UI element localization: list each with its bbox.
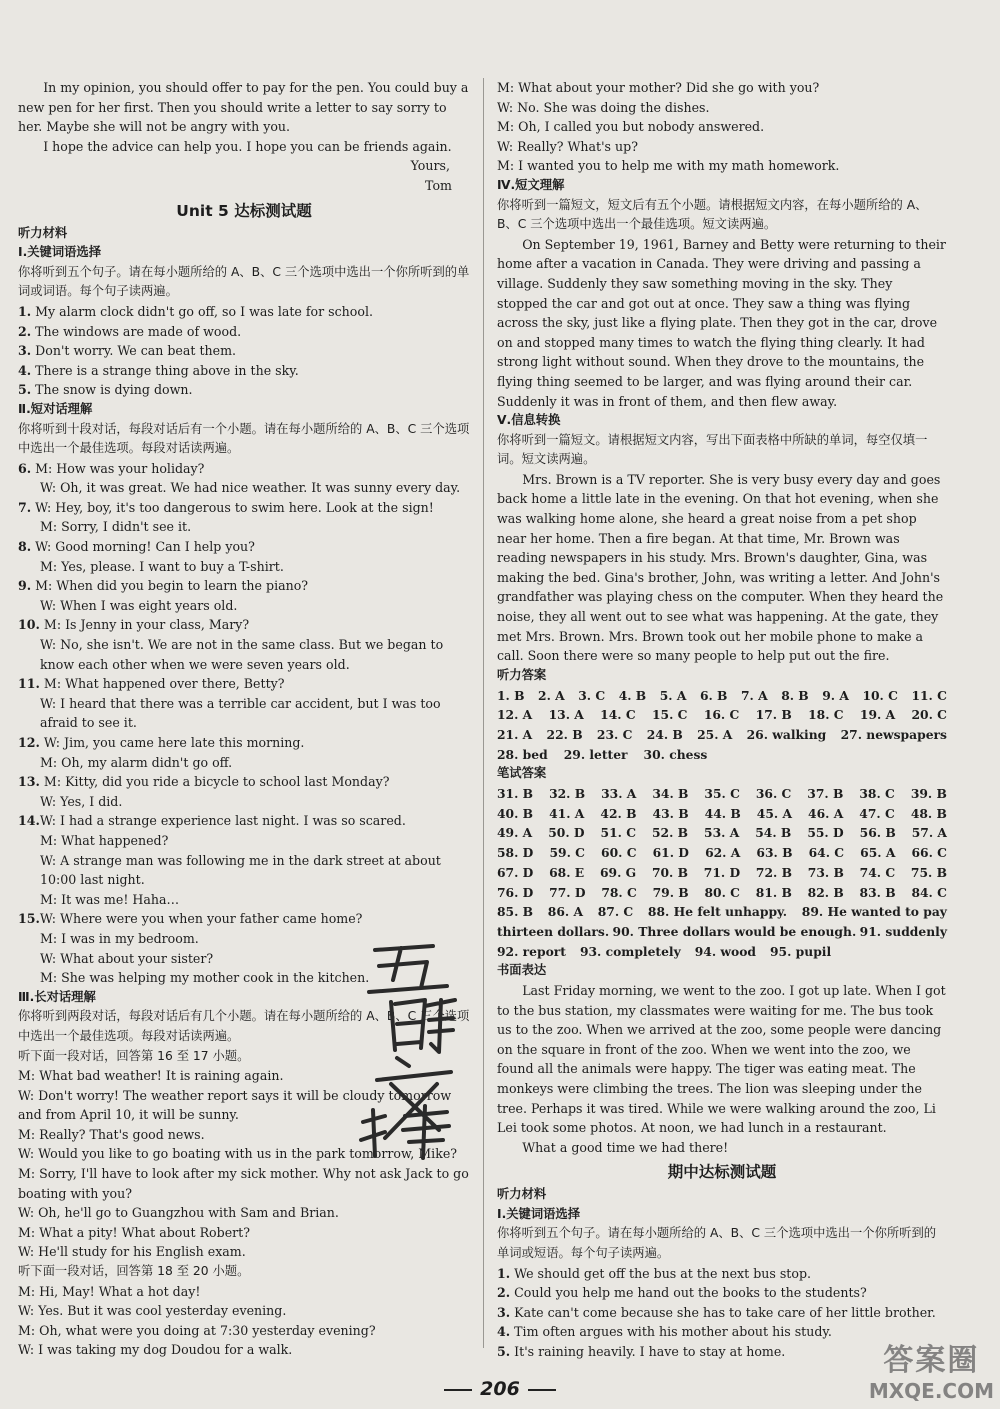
item-number: 8.	[18, 539, 32, 555]
answer-item: 57. A	[911, 825, 947, 841]
answer-item: 64. C	[808, 845, 845, 861]
listening-answers	[497, 686, 947, 765]
writing-label: 书面表达	[497, 963, 547, 978]
dialog-2	[18, 1282, 470, 1360]
section-5-passage: Mrs. Brown is a TV reporter. She is very busy every day and goes back home a little late in the evening. On that hot evening, when she was walking home alone, she heard a great noise from a pet shop near her home. Then a fire began. At that time, Mr. Brown was reading newspapers in his study. Mrs. Brown's daughter, Gina, was making the bed. Gina's brother, John, was writing a letter. And John's grandfather was playing chess on the computer. When they heard the noise, they all went out to see what was happening. At the gate, they met Mrs. Brown. Mrs. Brown took out her mobile phone to make a call. Soon there were so many people to help put out the fire.	[497, 471, 944, 664]
dialog-line: W: Don't worry! The weather report says it will be cloudy tomorrow and from April 10, it will be sunny.	[18, 1087, 452, 1123]
written-answers-tail-2	[497, 922, 947, 942]
section-4-passage: On September 19, 1961, Barney and Betty were returning to their home after a vacation in Canada. They were driving and passing a village. Suddenly they saw something moving in the sky. They stopped the car and got out at once. They saw a thing was flying across the sky, just like a flying plate. Then they got in the car, drove on and stopped many times to watch the flying thing clearly. It had strong light without sound. When they drove to the mountains, the flying thing seemed to be larger, and was flying around their car. Suddenly it was in front of them, and then flew away.	[497, 236, 946, 409]
item-15-line-2: M: I was in my bedroom.	[40, 930, 199, 946]
answer-item: 15. C	[651, 707, 688, 723]
dialog-line: M: Oh, I called you but nobody answered.	[497, 119, 765, 135]
dialog-2-continued	[497, 78, 947, 176]
answer-item: 28. bed	[497, 746, 548, 762]
letter-paragraph-1: In my opinion, you should offer to pay for the pen. You could buy a new pen for her first. Then you should write a letter to say sorry to her. Maybe she will not be angry with you.	[18, 80, 469, 135]
answer-item: 79. B	[652, 884, 689, 900]
answer-item: 3. C	[578, 687, 606, 703]
item-number: 4.	[18, 362, 32, 378]
answer-item: 94. wood	[694, 943, 756, 959]
answer-item: 52. B	[651, 825, 689, 841]
dialog-line: M: Hi, May! What a hot day!	[18, 1283, 201, 1299]
answer-item: 48. B	[910, 805, 947, 821]
item-number: 3.	[18, 343, 32, 359]
answer-row	[497, 883, 947, 903]
answer-row	[497, 705, 947, 725]
writing-end: What a good time we had there!	[522, 1139, 729, 1155]
answer-item: 76. D	[497, 884, 534, 900]
section-2-list	[18, 459, 470, 812]
answer-item: 36. C	[755, 786, 792, 802]
dialog-line-b: M: Yes, please. I want to buy a T-shirt.	[40, 558, 284, 574]
watermark-logo-text: 答案圈	[883, 1343, 980, 1378]
right-column	[497, 78, 947, 1362]
answer-row	[497, 725, 947, 745]
answer-item: 42. B	[600, 805, 637, 821]
section-3-instructions: 你将听到两段对话，每段对话后有几个小题。请在每小题所给的 A、B、C 三个选项中选出一个最佳选项。每段对话读两遍。	[18, 1009, 470, 1043]
dialog-line-b: W: No, she isn't. We are not in the same class. But we began to know each other when we were seven years old.	[40, 637, 444, 672]
sentence-item-text: There is a strange thing above in the sky.	[31, 362, 299, 378]
answer-row	[497, 863, 947, 883]
answer-item: 74. C	[859, 864, 896, 880]
midterm-item-text: We should get off the bus at the next bus stop.	[510, 1265, 812, 1281]
writing-passage: Last Friday morning, we went to the zoo. I got up late. When I got to the bus station, my classmates were waiting for me. The bus took us to the zoo. When we arrived at the zoo, some people were dancing on the square in front of the zoo. When we went into the zoo, we found all the animals were happy. The tiger was eating meat. The monkeys were climbing the trees. The lion was sleeping under the tree. Perhaps it was tired. While we were walking around the zoo, Li Lei took some photos. At noon, we had lunch in a restaurant.	[497, 982, 946, 1136]
answer-block	[497, 666, 947, 962]
midterm-item-text: Could you help me hand out the books to the students?	[510, 1285, 867, 1301]
dialog-line: W: I was taking my dog Doudou for a walk.	[18, 1342, 293, 1358]
answer-item: 24. B	[646, 726, 683, 742]
item-number: 3.	[497, 1304, 511, 1320]
answer-item: 30. chess	[643, 746, 708, 762]
section-1-title: Ⅰ.关键词语选择	[18, 245, 102, 260]
section-2-title: Ⅱ.短对话理解	[18, 401, 93, 416]
answer-item: 44. B	[704, 805, 741, 821]
dash-right	[528, 1389, 556, 1391]
section-5-instructions: 你将听到一篇短文。请根据短文内容，写出下面表格中所缺的单词，每空仅填一词。短文读两遍。	[497, 432, 928, 467]
answer-item: 35. C	[704, 786, 740, 802]
midterm-item	[497, 1264, 947, 1284]
item-number: 14.	[18, 813, 40, 829]
answer-item: 95. pupil	[770, 943, 832, 959]
dialog-line-a: W: Good morning! Can I help you?	[31, 539, 255, 555]
answer-item: 85. B	[497, 904, 534, 920]
item-15-line-3: W: What about your sister?	[40, 950, 214, 966]
answer-item: 39. B	[910, 786, 947, 802]
midterm-section-1-instructions: 你将听到五个句子。请在每小题所给的 A、B、C 三个选项中选出一个你所听到的单词或短语。每个句子读两遍。	[497, 1226, 937, 1261]
answer-item: 29. letter	[563, 746, 628, 762]
answer-item: 50. D	[548, 825, 585, 841]
answer-item: 26. walking	[746, 726, 827, 742]
answer-item: 92. report	[497, 943, 566, 959]
watermark-url: MXQE.COM	[868, 1379, 994, 1403]
dialog-line: W: No. She was doing the dishes.	[497, 99, 710, 115]
answer-item: 31. B	[497, 786, 534, 802]
answer-item: 43. B	[652, 805, 689, 821]
section-4-title: Ⅳ.短文理解	[497, 177, 565, 192]
answer-item: 33. A	[601, 786, 637, 802]
item-number: 11.	[18, 676, 40, 692]
sentence-item	[18, 302, 470, 322]
answer-item: 38. C	[859, 786, 895, 802]
dialog-item	[18, 498, 470, 518]
answer-item: 69. G	[599, 864, 637, 880]
dialog-line-b: W: I heard that there was a terrible car accident, but I was too afraid to see it.	[40, 695, 441, 731]
left-column	[18, 78, 470, 1360]
item-14-line-1: W: I had a strange experience last night. I was so scared.	[39, 813, 406, 829]
answer-item: 10. C	[862, 687, 898, 703]
answer-item: 46. A	[808, 805, 844, 821]
answer-item: 86. A	[547, 904, 584, 920]
listening-answers-label: 听力答案	[497, 667, 547, 682]
item-14-line-4: M: It was me! Haha…	[40, 891, 180, 907]
section-2-instructions: 你将听到十段对话，每段对话后有一个小题。请在每小题所给的 A、B、C 三个选项中选出一个最佳选项。每段对话读两遍。	[18, 421, 470, 456]
answer-item: 13. A	[548, 707, 584, 723]
page-number	[0, 1378, 1000, 1400]
answer-item: 20. C	[911, 707, 947, 723]
item-number: 13.	[18, 774, 40, 790]
letter-signature: Tom	[425, 177, 452, 193]
item-15	[18, 909, 470, 929]
written-answers-label: 笔试答案	[497, 766, 547, 781]
sentence-item-text: The windows are made of wood.	[31, 323, 242, 339]
dialog-line-b: M: Sorry, I didn't see it.	[40, 519, 192, 535]
dialog-line-b: W: When I was eight years old.	[40, 597, 238, 613]
listening-material-label: 听力材料	[18, 225, 68, 240]
item-number: 10.	[18, 617, 40, 633]
answer-item: 41. A	[549, 805, 585, 821]
item-number: 9.	[18, 578, 32, 594]
written-answers-tail-1	[497, 902, 947, 922]
sentence-item	[18, 380, 470, 400]
site-watermark	[869, 1335, 994, 1403]
answer-item: 12. A	[497, 707, 533, 723]
written-answers	[497, 784, 947, 902]
section-4-instructions: 你将听到一篇短文，短文后有五个小题。请根据短文内容，在每小题所给的 A、B、C 三个选项中选出一个最佳选项。短文读两遍。	[497, 197, 928, 232]
answer-item: 58. D	[497, 845, 534, 861]
dialog-line: M: What bad weather! It is raining again.	[18, 1068, 284, 1084]
letter-paragraph-2: I hope the advice can help you. I hope you can be friends again.	[43, 138, 452, 154]
dialog-line: M: I wanted you to help me with my math homework.	[497, 158, 840, 174]
answer-item: 51. C	[600, 825, 636, 841]
section-1-instructions: 你将听到五个句子。请在每小题所给的 A、B、C 三个选项中选出一个你所听到的单词或词语。每个句子读两遍。	[18, 264, 470, 299]
item-number: 7.	[18, 499, 32, 515]
item-15-line-1: W: Where were you when your father came home?	[39, 911, 363, 927]
answer-item: 88. He felt unhappy.	[647, 904, 788, 920]
dialog-line: M: What about your mother? Did she go with you?	[497, 80, 820, 95]
answer-item: 9. A	[822, 687, 849, 703]
answer-item: 66. C	[911, 845, 947, 861]
answer-row	[497, 745, 947, 765]
dialog-line-b: M: Oh, my alarm didn't go off.	[40, 754, 233, 770]
item-15-line-4: M: She was helping my mother cook in the kitchen.	[40, 970, 370, 986]
answer-item: 72. B	[755, 864, 792, 880]
dialog-2-intro: 听下面一段对话，回答第 18 至 20 小题。	[18, 1264, 250, 1279]
midterm-item	[497, 1303, 947, 1323]
dialog-line-a: M: Is Jenny in your class, Mary?	[39, 617, 250, 633]
answer-item: 87. C	[597, 904, 634, 920]
sentence-item-text: The snow is dying down.	[31, 382, 193, 398]
dialog-line-b: W: Yes, I did.	[40, 793, 123, 809]
dialog-line: W: Yes. But it was cool yesterday evening.	[18, 1303, 287, 1319]
dialog-line: W: Oh, he'll go to Guangzhou with Sam and Brian.	[18, 1205, 339, 1221]
answer-item: 4. B	[618, 687, 647, 703]
written-answers-tail-3	[497, 942, 947, 962]
dash-left	[444, 1389, 472, 1391]
item-number: 15.	[18, 911, 40, 927]
answer-item: 61. D	[652, 845, 689, 861]
item-number: 12.	[18, 735, 40, 750]
answer-item: 80. C	[704, 884, 740, 900]
answer-item: 11. C	[911, 687, 947, 703]
item-number: 4.	[497, 1324, 511, 1340]
answer-item: 84. C	[911, 884, 947, 900]
answer-item: 45. A	[756, 805, 792, 821]
answer-item: 16. C	[703, 707, 740, 723]
answer-item: 81. B	[755, 884, 792, 900]
item-number: 6.	[18, 460, 32, 476]
answer-item: 77. D	[549, 884, 586, 900]
dialog-line: W: Would you like to go boating with us in the park tomorrow, Mike?	[18, 1146, 458, 1162]
answer-item: 70. B	[651, 864, 689, 880]
answer-item: 53. A	[704, 825, 740, 841]
answer-row	[497, 784, 947, 804]
answer-item: 49. A	[497, 825, 533, 841]
dialog-line: M: Sorry, I'll have to look after my sick mother. Why not ask Jack to go boating with you?	[18, 1166, 469, 1201]
answer-item: 62. A	[705, 845, 741, 861]
answer-item: 78. C	[601, 884, 637, 900]
answer-item: 56. B	[859, 825, 896, 841]
dialog-line: M: What a pity! What about Robert?	[18, 1224, 250, 1240]
section-3-title: Ⅲ.长对话理解	[18, 989, 96, 1004]
answer-item: 37. B	[807, 786, 844, 802]
item-number: 1.	[18, 303, 32, 319]
dialog-line-a: M: What happened over there, Betty?	[39, 676, 285, 692]
answer-row	[497, 686, 947, 706]
dialog-item	[18, 537, 470, 557]
answer-item: 2. A	[538, 687, 565, 703]
section-1-list	[18, 302, 470, 400]
answer-item: 63. B	[756, 845, 793, 861]
answer-item: 14. C	[600, 707, 636, 723]
answer-item: 65. A	[860, 845, 896, 861]
sentence-item-text: Don't worry. We can beat them.	[31, 343, 237, 359]
answer-item: 7. A	[740, 687, 768, 703]
answer-item: 5. A	[659, 687, 687, 703]
dialog-line-a: M: Kitty, did you ride a bicycle to school last Monday?	[39, 774, 390, 790]
answer-item: 90. Three dollars would be enough.	[612, 923, 857, 939]
answer-item: 93. completely	[579, 943, 681, 959]
unit-title: Unit 5 达标测试题	[176, 201, 312, 220]
dialog-line-a: M: When did you begin to learn the piano?	[31, 578, 309, 594]
answer-item: 22. B	[546, 726, 583, 742]
dialog-line: W: Really? What's up?	[497, 138, 638, 154]
section-5-title: Ⅴ.信息转换	[497, 413, 561, 428]
dialog-item	[18, 674, 470, 694]
item-number: 1.	[497, 1265, 511, 1281]
answer-item: 27. newspapers	[840, 726, 947, 742]
answer-item: 71. D	[703, 864, 741, 880]
column-divider	[483, 78, 484, 1348]
sentence-item	[18, 341, 470, 361]
answer-row	[497, 804, 947, 824]
item-14-line-2: M: What happened?	[40, 832, 169, 848]
dialog-item	[18, 772, 470, 792]
answer-item: thirteen dollars.	[497, 923, 610, 939]
answer-item: 40. B	[497, 805, 534, 821]
item-number: 5.	[18, 382, 32, 398]
item-number: 5.	[497, 1344, 511, 1360]
page-number-text: 206	[480, 1378, 520, 1400]
answer-item: 83. B	[859, 884, 896, 900]
answer-item: 18. C	[808, 707, 844, 723]
midterm-item-text: It's raining heavily. I have to stay at home.	[510, 1344, 786, 1360]
dialog-line-a: W: Jim, you came here late this morning.	[39, 735, 305, 750]
item-number: 2.	[18, 323, 32, 339]
dialog-1	[18, 1066, 470, 1262]
item-14	[18, 811, 470, 831]
midterm-section-1-title: Ⅰ.关键词语选择	[497, 1206, 581, 1221]
answer-row	[497, 823, 947, 843]
answer-item: 21. A	[497, 726, 533, 742]
answer-item: 60. C	[601, 845, 637, 861]
dialog-line-b: W: Oh, it was great. We had nice weather. It was sunny every day.	[40, 480, 461, 496]
midterm-item-text: Kate can't come because she has to take care of her little brother.	[510, 1304, 936, 1320]
dialog-line: W: He'll study for his English exam.	[18, 1244, 246, 1260]
answer-item: 73. B	[807, 864, 844, 880]
dialog-item	[18, 733, 470, 753]
midterm-item	[497, 1283, 947, 1303]
answer-item: 19. A	[859, 707, 896, 723]
item-14-line-3: W: A strange man was following me in the dark street at about 10:00 last night.	[40, 852, 441, 888]
dialog-item	[18, 576, 470, 596]
answer-item: 34. B	[652, 786, 689, 802]
dialog-line: M: Really? That's good news.	[18, 1126, 205, 1142]
midterm-listening-label: 听力材料	[497, 1187, 547, 1202]
letter-closing: Yours,	[410, 158, 450, 174]
answer-item: 8. B	[781, 687, 809, 703]
answer-item: 82. B	[807, 884, 844, 900]
answer-item: 89. He wanted to pay	[801, 904, 947, 920]
answer-item: 75. B	[910, 864, 947, 880]
dialog-1-intro: 听下面一段对话，回答第 16 至 17 小题。	[18, 1048, 250, 1063]
answer-item: 6. B	[699, 687, 728, 703]
answer-item: 25. A	[697, 726, 733, 742]
answer-item: 32. B	[549, 786, 586, 802]
dialog-item	[18, 615, 470, 635]
answer-item: 91. suddenly	[859, 923, 947, 939]
midterm-item-text: Tim often argues with his mother about his study.	[510, 1324, 832, 1340]
midterm-title: 期中达标测试题	[667, 1163, 777, 1182]
answer-item: 68. E	[549, 864, 585, 880]
sentence-item	[18, 361, 470, 381]
answer-item: 23. C	[596, 726, 633, 742]
dialog-line-a: W: Hey, boy, it's too dangerous to swim here. Look at the sign!	[31, 499, 434, 515]
sentence-item	[18, 322, 470, 342]
dialog-line: M: Oh, what were you doing at 7:30 yesterday evening?	[18, 1322, 376, 1338]
answer-item: 59. C	[549, 845, 585, 861]
answer-item: 54. B	[755, 825, 792, 841]
answer-item: 17. B	[755, 707, 792, 723]
answer-item: 1. B	[497, 687, 525, 703]
answer-row	[497, 843, 947, 863]
dialog-line-a: M: How was your holiday?	[31, 460, 205, 476]
item-number: 2.	[497, 1285, 511, 1301]
answer-item: 47. C	[859, 805, 895, 821]
dialog-item	[18, 459, 470, 479]
answer-item: 55. D	[807, 825, 844, 841]
sentence-item-text: My alarm clock didn't go off, so I was late for school.	[31, 303, 373, 319]
answer-item: 67. D	[497, 864, 534, 880]
